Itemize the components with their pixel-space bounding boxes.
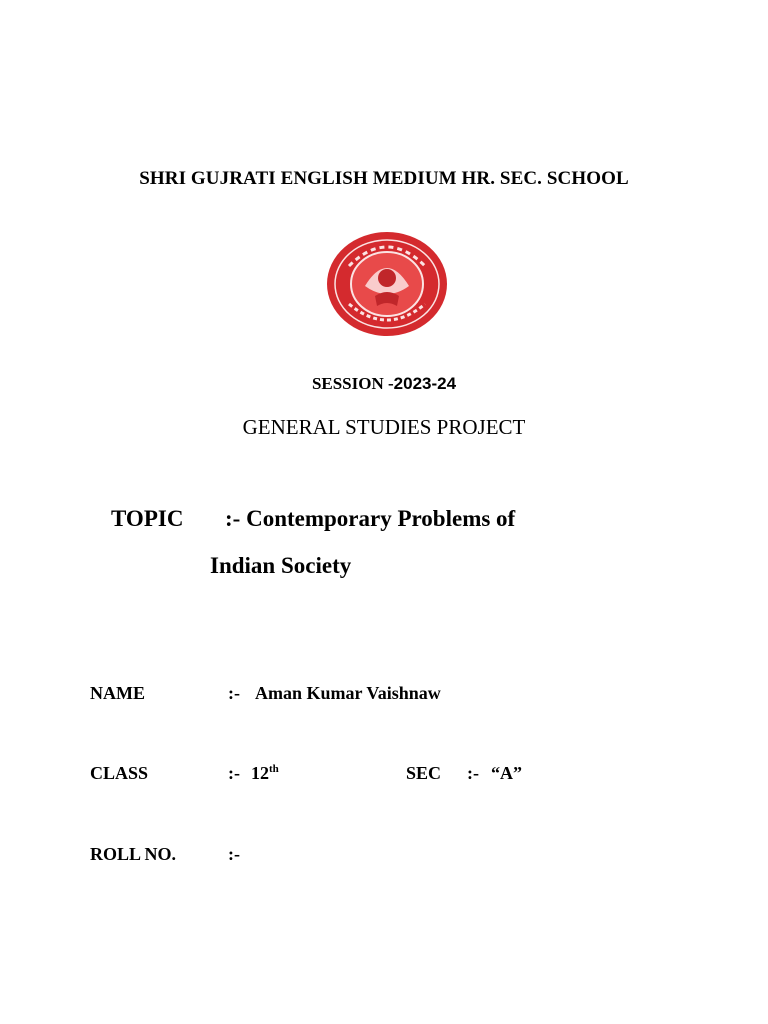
session-year: 2023-24 (393, 374, 457, 393)
section-value: “A” (491, 763, 522, 783)
class-suffix: th (269, 763, 279, 775)
topic-text-1: Contemporary Problems of (246, 506, 516, 531)
section-separator: :- (467, 763, 479, 783)
topic-line-1 (225, 506, 515, 532)
class-label: CLASS (90, 763, 149, 783)
session-label: SESSION - (311, 374, 394, 393)
name-separator: :- (228, 683, 240, 703)
topic-label: TOPIC (111, 506, 184, 531)
topic-line-2: Indian Society (210, 553, 352, 578)
roll-label: ROLL NO. (90, 844, 177, 864)
class-value (251, 763, 279, 784)
school-seal-icon (325, 230, 449, 338)
topic-separator: :- (225, 506, 247, 531)
class-separator: :- (228, 763, 240, 783)
name-label: NAME (90, 683, 145, 703)
roll-separator: :- (228, 844, 240, 864)
project-title: GENERAL STUDIES PROJECT (242, 415, 526, 439)
section-label: SEC (406, 763, 442, 783)
school-name: SHRI GUJRATI ENGLISH MEDIUM HR. SEC. SCHOOL (139, 168, 629, 189)
class-number: 12 (251, 763, 269, 783)
name-value: Aman Kumar Vaishnaw (255, 683, 441, 703)
session-line (0, 374, 768, 394)
